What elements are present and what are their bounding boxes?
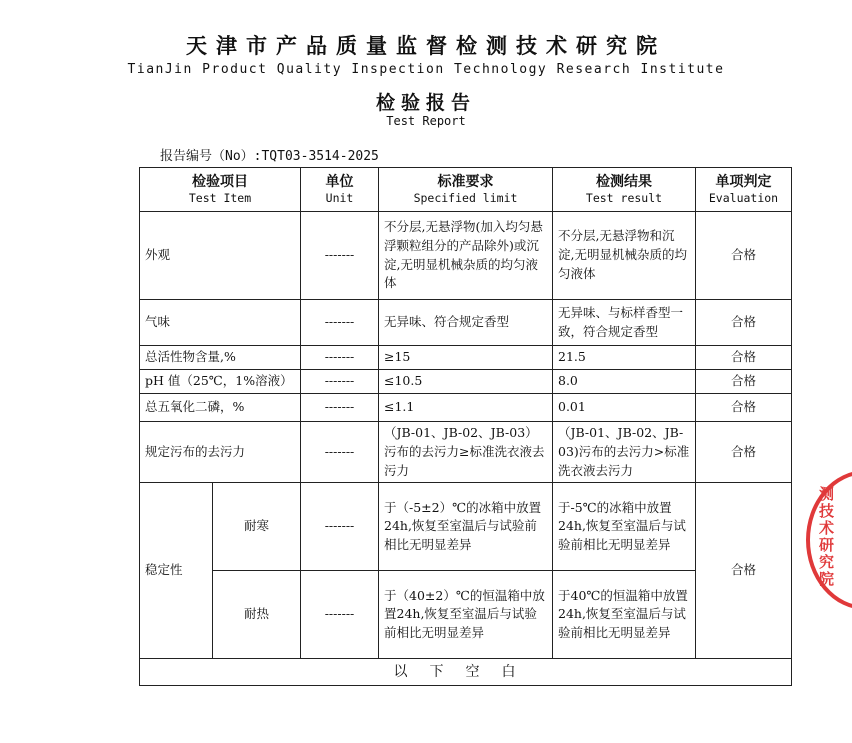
row-unit: ------- [301, 212, 379, 300]
header-evaluation: 单项判定 Evaluation [696, 168, 792, 212]
row-result: 无异味、与标样香型一致，符合规定香型 [553, 300, 696, 346]
stability-sub-cold: 耐寒 [213, 483, 301, 571]
row-unit: ------- [301, 422, 379, 483]
row-spec: 不分层,无悬浮物(加入均匀悬浮颗粒组分的产品除外)或沉淀,无明显机械杂质的均匀液体 [379, 212, 553, 300]
row-result: （JB-01、JB-02、JB-03)污布的去污力>标准洗衣液去污力 [553, 422, 696, 483]
table-row [140, 300, 792, 346]
row-eval: 合格 [696, 300, 792, 346]
stability-sub-heat: 耐热 [213, 571, 301, 659]
row-item: 总五氧化二磷，% [140, 394, 301, 422]
header-unit: 单位 Unit [301, 168, 379, 212]
table-row [140, 346, 792, 370]
row-item: pH 值（25℃，1%溶液） [140, 370, 301, 394]
row-unit: ------- [301, 370, 379, 394]
table-row [140, 422, 792, 483]
table-row [140, 212, 792, 300]
row-item: 总活性物含量,% [140, 346, 301, 370]
row-eval: 合格 [696, 370, 792, 394]
row-result: 不分层,无悬浮物和沉淀,无明显机械杂质的均匀液体 [553, 212, 696, 300]
row-item: 外观 [140, 212, 301, 300]
row-result: 于40℃的恒温箱中放置24h,恢复至室温后与试验前相比无明显差异 [553, 571, 696, 659]
institute-name-en: TianJin Product Quality Inspection Technology Research Institute [127, 62, 725, 77]
row-result: 于-5℃的冰箱中放置24h,恢复至室温后与试验前相比无明显差异 [553, 483, 696, 571]
row-eval: 合格 [696, 212, 792, 300]
row-spec: 于（-5±2）℃的冰箱中放置24h,恢复至室温后与试验前相比无明显差异 [379, 483, 553, 571]
row-unit: ------- [301, 483, 379, 571]
header-test-item: 检验项目 Test Item [140, 168, 301, 212]
row-unit: ------- [301, 394, 379, 422]
test-results-table [139, 167, 792, 686]
row-unit: ------- [301, 300, 379, 346]
row-result: 0.01 [553, 394, 696, 422]
header-test-result: 检测结果 Test result [553, 168, 696, 212]
row-spec: ≥15 [379, 346, 553, 370]
institute-name-cn: 天津市产品质量监督检测技术研究院 [186, 33, 666, 58]
table-row [140, 571, 792, 659]
row-spec: ≤1.1 [379, 394, 553, 422]
row-unit: ------- [301, 571, 379, 659]
table-header-row [140, 168, 792, 212]
row-eval: 合格 [696, 422, 792, 483]
table-row [140, 394, 792, 422]
report-title-cn: 检验报告 [375, 92, 476, 114]
table-row [140, 483, 792, 571]
table-row [140, 370, 792, 394]
row-unit: ------- [301, 346, 379, 370]
table-footer-row [140, 659, 792, 686]
stability-eval: 合格 [696, 483, 792, 659]
row-eval: 合格 [696, 346, 792, 370]
red-seal-stamp: 测技术研究院 [806, 470, 852, 610]
row-spec: 无异味、符合规定香型 [379, 300, 553, 346]
header-specified-limit: 标准要求 Specified limit [379, 168, 553, 212]
row-eval: 合格 [696, 394, 792, 422]
report-title-en: Test Report [386, 114, 466, 128]
row-spec: （JB-01、JB-02、JB-03）污布的去污力≥标准洗衣液去污力 [379, 422, 553, 483]
blank-below-note: 以下空白 [140, 659, 792, 686]
row-spec: ≤10.5 [379, 370, 553, 394]
row-result: 21.5 [553, 346, 696, 370]
row-spec: 于（40±2）℃的恒温箱中放置24h,恢复至室温后与试验前相比无明显差异 [379, 571, 553, 659]
row-item: 规定污布的去污力 [140, 422, 301, 483]
report-number: 报告编号（No）:TQT03-3514-2025 [160, 149, 379, 164]
row-result: 8.0 [553, 370, 696, 394]
stability-item: 稳定性 [140, 483, 213, 659]
row-item: 气味 [140, 300, 301, 346]
